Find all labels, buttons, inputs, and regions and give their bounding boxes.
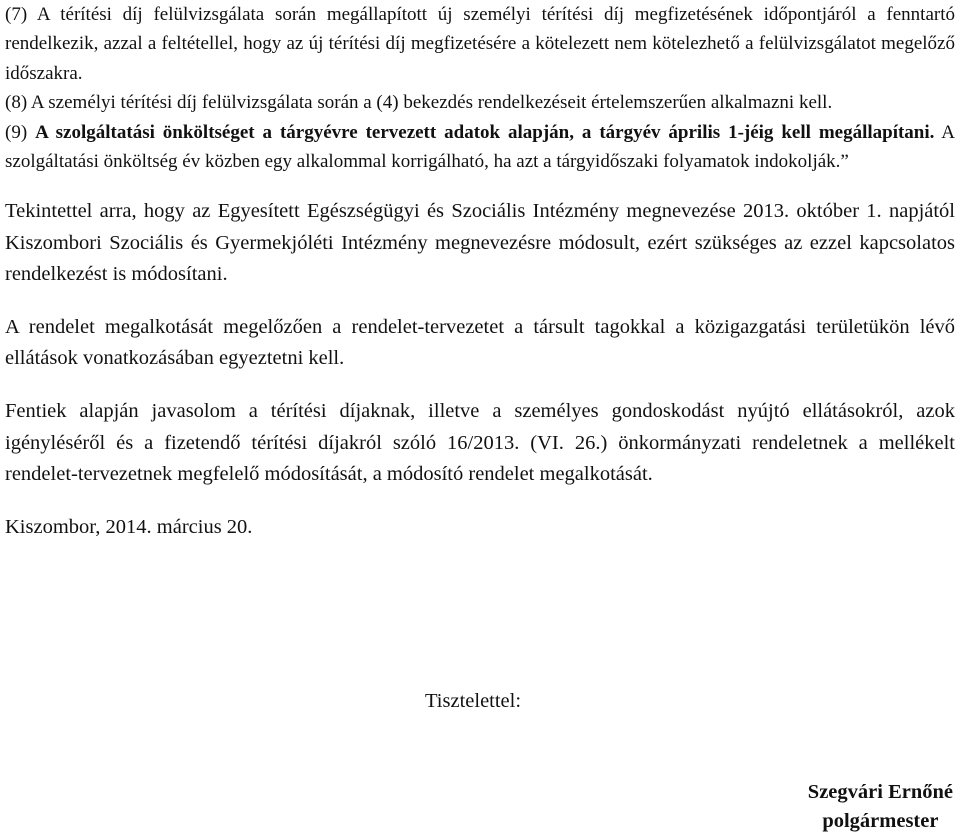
place-date: Kiszombor, 2014. március 20. bbox=[5, 516, 253, 539]
amendment-text bbox=[5, 0, 955, 176]
paragraph-rendelet: A rendelet megalkotását megelőzően a rendelet-tervezetet a társult tagokkal a közigazgatási területükön lévő ellátások vonatkozásában egyeztetni kell. bbox=[5, 316, 955, 370]
paragraph-8: (8) A személyi térítési díj felülvizsgálata során a (4) bekezdés rendelkezéseit értelemszerűen alkalmazni kell. bbox=[5, 92, 833, 114]
paragraph-fentiek: Fentiek alapján javasolom a térítési díjaknak, illetve a személyes gondoskodást nyújtó ellátásokról, azok igényléséről és a fizetendő térítési díjakról szóló 16/2013. (VI. 26.) önkormányzati rendeletnek a mellékelt rendelet-tervezetnek megfelelő módosítását, a módosító rendelet megalkotását. bbox=[5, 400, 955, 485]
signer-title: polgármester bbox=[822, 810, 939, 832]
paragraph-tekintettel: Tekintettel arra, hogy az Egyesített Egészségügyi és Szociális Intézmény megnevezése 2013. október 1. napjától Kiszombori Szociális és Gyermekjóléti Intézmény megnevezésre módosult, ezért szükséges az ezzel kapcsolatos rendelkezést is módosítani. bbox=[5, 200, 955, 285]
paragraph-9-prefix: (9) bbox=[5, 121, 36, 143]
paragraph-9-rest: A szolgáltatási önköltség év közben egy alkalommal korrigálható, ha azt a tárgyidőszaki folyamatok indokolják.” bbox=[5, 121, 955, 173]
signer-name: Szegvári Ernőné bbox=[807, 781, 953, 803]
document-page bbox=[5, 0, 955, 543]
paragraph-9-bold: A szolgáltatási önköltséget a tárgyévre tervezett adatok alapján, a tárgyév április 1-jéig kell megállapítani. bbox=[35, 121, 935, 143]
paragraph-9 bbox=[5, 118, 955, 177]
signature-block bbox=[808, 778, 953, 836]
justification-text bbox=[5, 196, 955, 543]
closing-salutation: Tisztelettel: bbox=[425, 690, 522, 712]
paragraph-7: (7) A térítési díj felülvizsgálata során megállapított új személyi térítési díj megfizetésének időpontjáról a fenntartó rendelkezik, azzal a feltétellel, hogy az új térítési díj megfizetésére a kötelezett nem kötelezhető a felülvizsgálatot megelőző időszakra. bbox=[5, 4, 955, 84]
